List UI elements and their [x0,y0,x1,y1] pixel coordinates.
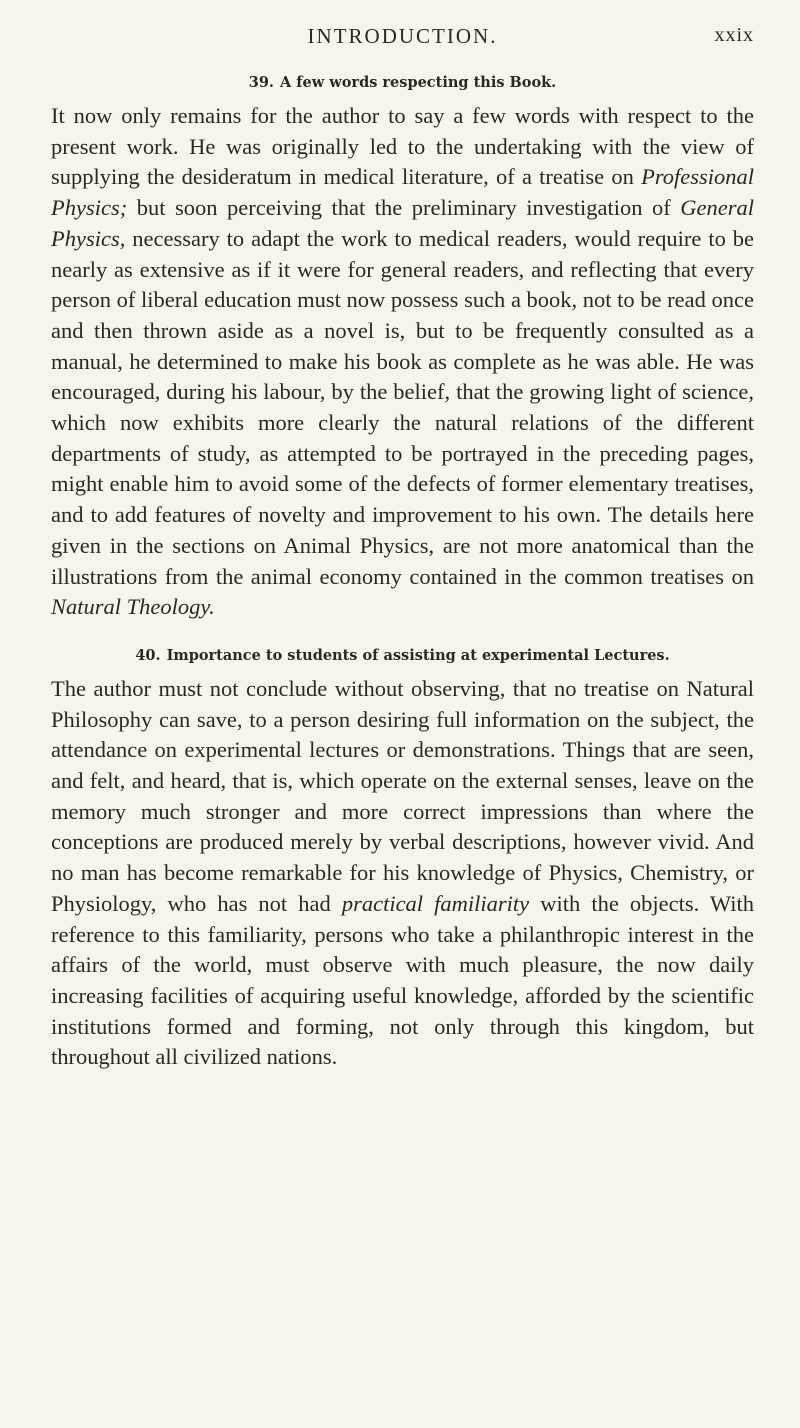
page-number: xxix [714,24,754,46]
italic-run: General Physics, [51,195,754,251]
section-heading-text: Importance to students of assisting at experimental Lectures. [166,646,670,664]
book-page [0,24,800,1428]
running-title: INTRODUCTION. [307,24,498,48]
section-paragraph [51,674,754,1073]
text-run: It now only remains for the author to say a few words with respect to the present work. He was originally led to the undertaking with the view of supplying the desideratum in medical literature, of a treatise on [51,103,754,190]
section-number: 40. [135,646,161,664]
section-number: 39. [248,74,274,91]
section-heading-text: A few words respecting this Book. [279,74,557,91]
running-head [51,24,754,64]
section-gap [51,623,754,637]
text-run: The author must not conclude without observing, that no treatise on Natural Philosophy can save, to a person desiring full information on the subject, the attendance on experimental lectures or demonstrations. Things that are seen, and felt, and heard, that is, which operate on the external senses, leave on the memory much stronger and more correct impressions than where the conceptions are produced merely by verbal descriptions, however vivid. And no man has become remarkable for his knowledge of Physics, Chemistry, or Physiology, who has not had [51,675,754,916]
text-run: necessary to adapt the work to medical readers, would require to be nearly as extensive as if it were for general readers, and reflecting that every person of liberal education must now possess such a book, not to be read once and then thrown aside as a novel is, but to be frequently consulted as a manual, he determined to make his book as complete as he was able. He was encouraged, during his labour, by the belief, that the growing light of science, which now exhibits more clearly the natural relations of the different departments of study, as attempted to be portrayed in the preceding pages, might enable him to avoid some of the defects of former elementary treatises, and to add features of novelty and improvement to his own. The details here given in the sections on Animal Physics, are not more anatomical than the illustrations from the animal economy contained in the common treatises on [51,225,754,589]
text-run: with the objects. With reference to this familiarity, persons who take a philanthropic interest in the affairs of the world, must observe with much pleasure, the now daily increasing facilities of acquiring useful knowledge, afforded by the scientific institutions formed and forming, not only through this kingdom, but throughout all civilized nations. [51,890,755,1070]
section-heading [51,647,754,664]
text-run: but soon perceiving that the preliminary investigation of [127,195,681,221]
italic-run: Natural Theology. [51,594,215,620]
italic-run: Professional Physics; [51,164,754,221]
section-40 [51,647,754,1073]
section-heading [51,74,754,91]
section-39 [51,74,754,623]
italic-run: practical familiarity [341,890,530,916]
section-paragraph [51,101,754,623]
